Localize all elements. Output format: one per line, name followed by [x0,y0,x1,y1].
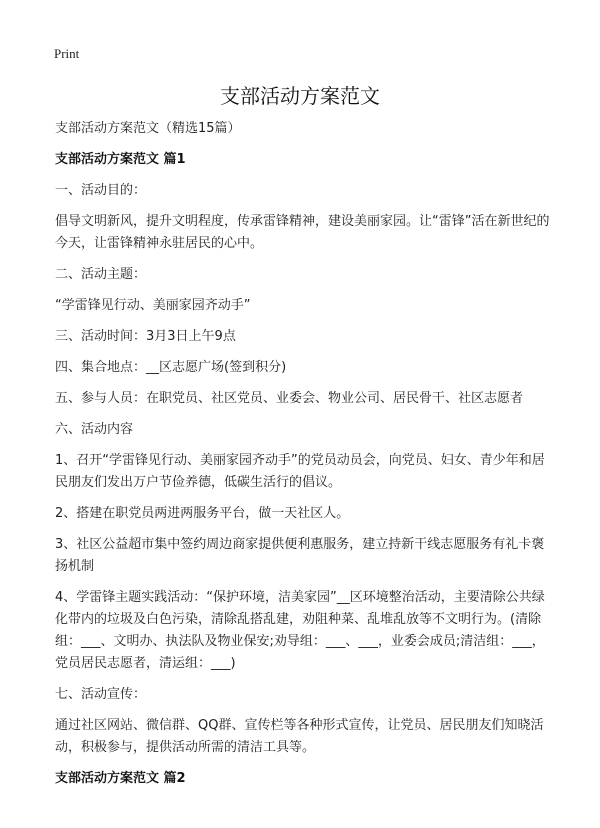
paragraph: 七、活动宣传： [55,687,147,702]
paragraph: 1、召开“学雷锋见行动、美丽家园齐动手”的党员动员会，向党员、妇女、青少年和居民朋友们发出万户节俭养德，低碳生活行的倡议。 [55,453,545,490]
paragraph: 二、活动主题： [55,267,147,282]
paragraph: 五、参与人员：在职党员、社区党员、业委会、物业公司、居民骨干、社区志愿者 [55,391,524,406]
paragraph: 六、活动内容 [55,422,134,437]
paragraph: 倡导文明新风，提升文明程度，传承雷锋精神，建设美丽家园。让“雷锋”活在新世纪的今天，让雷锋精神永驻居民的心中。 [55,214,550,251]
paragraph: 一、活动目的： [55,183,147,198]
paragraph: 四、集合地点：__区志愿广场(签到积分) [55,360,287,375]
paragraph: 4、学雷锋主题实践活动：“保护环境，洁美家园”__区环境整治活动，主要清除公共绿化带内的垃圾及白色污染，清除乱搭乱建，劝阻种菜、乱堆乱放等不文明行为。(清除组：___、文明办、执法队及物业保安;劝导组：___、___，业委会成员;清洁组：___，党员居民志愿者，清运组：___) [55,590,545,671]
section-heading-2: 支部活动方案范文 篇2 [55,771,186,786]
print-link[interactable]: Print [54,46,80,61]
paragraph: “学雷锋见行动、美丽家园齐动手” [55,298,251,313]
document-body [55,118,551,799]
paragraph: 3、社区公益超市集中签约周边商家提供便利惠服务，建立持新干线志愿服务有礼卡褒扬机制 [55,537,545,574]
paragraph: 通过社区网站、微信群、QQ群、宣传栏等各种形式宣传，让党员、居民朋友们知晓活动，积极参与，提供活动所需的清洁工具等。 [55,718,544,755]
section-heading-1: 支部活动方案范文 篇1 [55,152,186,167]
paragraph: 2、搭建在职党员两进两服务平台，做一天社区人。 [55,506,350,521]
page-title: 支部活动方案范文 [220,84,380,108]
paragraph: 三、活动时间：3月3日上午9点 [55,329,236,344]
document-subtitle: 支部活动方案范文（精选15篇） [55,121,241,136]
